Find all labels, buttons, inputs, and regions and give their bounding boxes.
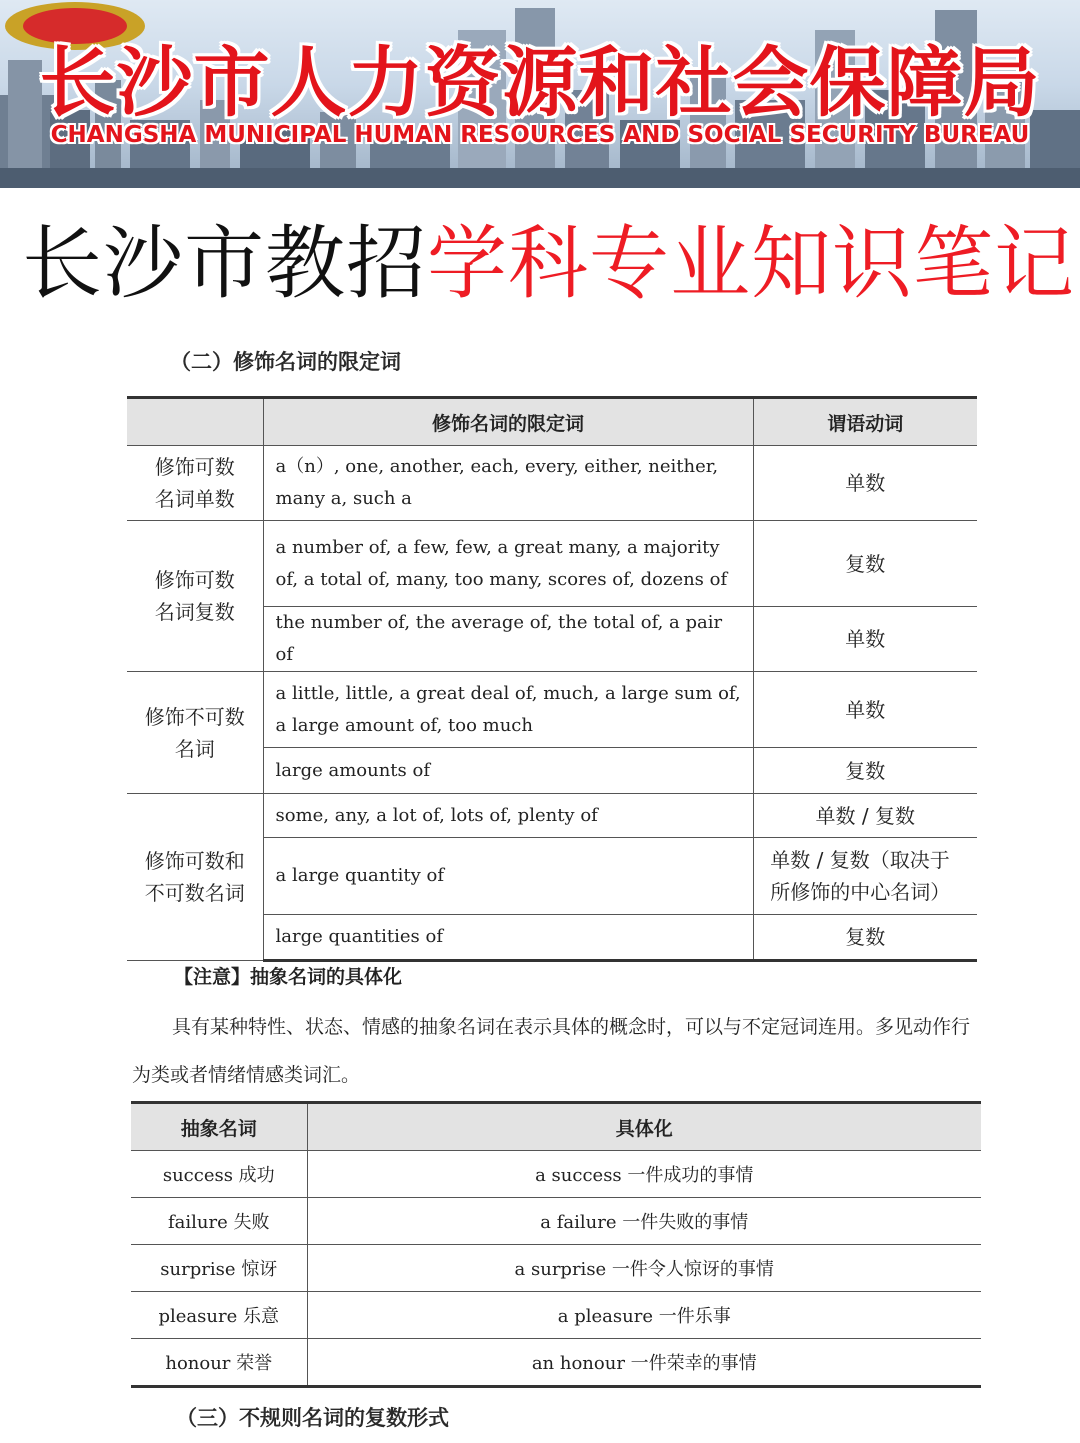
section3-title: （三）不规则名词的复数形式 xyxy=(176,1406,449,1430)
concrete-cell: a pleasure 一件乐事 xyxy=(307,1292,981,1339)
header-cell: 谓语动词 xyxy=(753,398,977,446)
determiner-cell: the number of, the average of, the total of, a pair of xyxy=(263,607,753,672)
table-row xyxy=(127,794,977,838)
determiner-cell: some, any, a lot of, lots of, plenty of xyxy=(263,794,753,838)
determiner-cell: a large quantity of xyxy=(263,838,753,915)
noun-cell: success 成功 xyxy=(131,1151,307,1198)
determiner-table xyxy=(127,396,977,962)
note-body: 具有某种特性、状态、情感的抽象名词在表示具体的概念时，可以与不定冠词连用。多见动作行为类或者情绪情感类词汇。 xyxy=(132,1016,971,1086)
determiner-cell: a little, little, a great deal of, much, a large sum of, a large amount of, too much xyxy=(263,672,753,748)
determiner-cell: a number of, a few, few, a great many, a majority of, a total of, many, too many, scores of, dozens of xyxy=(263,521,753,607)
category-cell: 修饰不可数名词 xyxy=(127,672,263,794)
page-heading xyxy=(22,216,1075,312)
heading-black-part: 长沙市教招 xyxy=(22,217,427,310)
table-row xyxy=(131,1339,981,1387)
concrete-cell: a success 一件成功的事情 xyxy=(307,1151,981,1198)
concrete-cell: a surprise 一件令人惊讶的事情 xyxy=(307,1245,981,1292)
noun-cell: honour 荣誉 xyxy=(131,1339,307,1387)
table-row xyxy=(127,446,977,521)
table-row xyxy=(131,1151,981,1198)
verb-cell: 复数 xyxy=(753,521,977,607)
category-cell: 修饰可数和不可数名词 xyxy=(127,794,263,961)
banner xyxy=(0,0,1080,188)
verb-cell: 单数 xyxy=(753,446,977,521)
heading-red-part: 学科专业知识笔记 xyxy=(427,217,1075,310)
verb-cell: 单数 xyxy=(753,672,977,748)
determiner-cell: a（n）, one, another, each, every, either, neither, many a, such a xyxy=(263,446,753,521)
table-row xyxy=(127,521,977,607)
table-row xyxy=(131,1292,981,1339)
category-cell: 修饰可数名词复数 xyxy=(127,521,263,672)
verb-cell: 复数 xyxy=(753,915,977,961)
header-cell xyxy=(127,398,263,446)
determiner-cell: large amounts of xyxy=(263,748,753,794)
table-header-row xyxy=(131,1103,981,1151)
noun-cell: pleasure 乐意 xyxy=(131,1292,307,1339)
section2-title: （二）修饰名词的限定词 xyxy=(170,350,401,374)
header-cell: 具体化 xyxy=(307,1103,981,1151)
verb-cell: 单数 / 复数 xyxy=(753,794,977,838)
header-cell: 抽象名词 xyxy=(131,1103,307,1151)
abstract-noun-table xyxy=(131,1101,981,1388)
table-header-row xyxy=(127,398,977,446)
verb-cell: 复数 xyxy=(753,748,977,794)
category-cell: 修饰可数名词单数 xyxy=(127,446,263,521)
determiner-cell: large quantities of xyxy=(263,915,753,961)
concrete-cell: a failure 一件失败的事情 xyxy=(307,1198,981,1245)
table-row xyxy=(127,672,977,748)
banner-title-en: CHANGSHA MUNICIPAL HUMAN RESOURCES AND SOCIAL SECURITY BUREAU xyxy=(50,122,1030,148)
verb-cell: 单数 xyxy=(753,607,977,672)
note-title: 【注意】抽象名词的具体化 xyxy=(174,966,403,988)
verb-cell: 单数 / 复数（取决于所修饰的中心名词） xyxy=(753,838,977,915)
header-cell: 修饰名词的限定词 xyxy=(263,398,753,446)
concrete-cell: an honour 一件荣幸的事情 xyxy=(307,1339,981,1387)
table-row xyxy=(131,1198,981,1245)
noun-cell: failure 失败 xyxy=(131,1198,307,1245)
table-row xyxy=(131,1245,981,1292)
noun-cell: surprise 惊讶 xyxy=(131,1245,307,1292)
banner-title-cn: 长沙市人力资源和社会保障局 xyxy=(39,38,1041,127)
